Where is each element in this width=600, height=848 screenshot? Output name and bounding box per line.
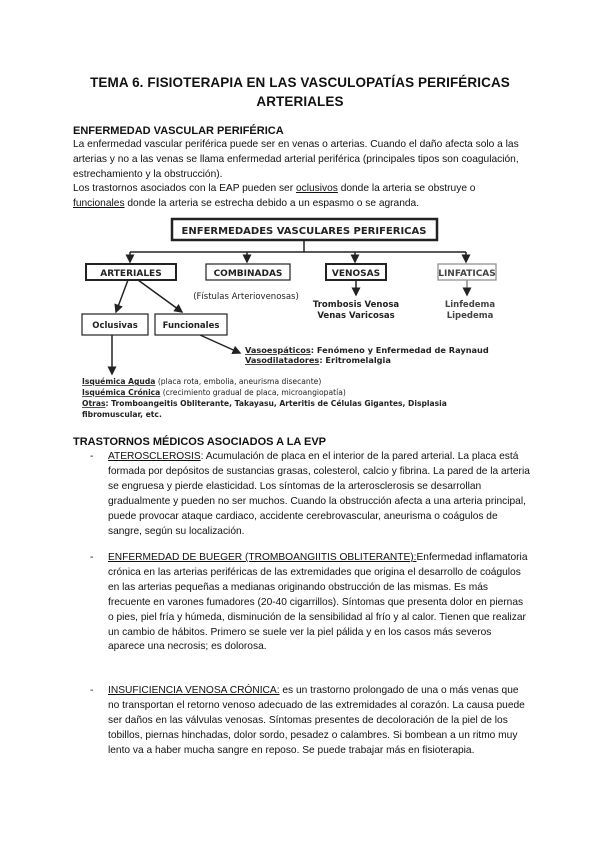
trastornos-list — [90, 551, 530, 655]
label-arteriales: ARTERIALES — [100, 269, 162, 279]
label-funcionales: Funcionales — [162, 321, 220, 331]
vasoespaticos-line — [245, 345, 489, 355]
paragraph-intro: La enfermedad vascular periférica puede ser en venas o arterias. Cuando el daño afecta solo a las arterias y no a las venas se llama enfermedad arterial periférica (principales tipos son coagulación, estrechamiento y la obstrucción). — [73, 139, 519, 180]
label-linfaticas: LINFATICAS — [438, 269, 496, 279]
list-item-insuficiencia-venosa — [90, 684, 530, 759]
otras-label: Otras — [82, 399, 106, 408]
otras-line — [82, 399, 447, 408]
isquemica-aguda-label: Isquémica Aguda — [82, 377, 156, 386]
venosas-item-2: Venas Varicosas — [317, 311, 395, 321]
linfaticas-item-1: Linfedema — [444, 300, 496, 310]
isquemica-aguda-line — [82, 377, 321, 386]
item-text: : Acumulación de placa en el interior de la pared arterial. La placa está formada por depósitos de sustancias grasas, colesterol, calcio y fibrina. La pared de la arteria se engruesa y pierde elasticidad. Los síntomas de la arterosclerosis se desarrollan gradualmente y pueden no ser muchos. Cuando la obstrucción afecta a una arteria principal, puede provocar ataque cardiaco, accidente cerebrovascular, aneurisma o coágulos de sangre, según su localización. — [108, 451, 530, 537]
label-combinadas: COMBINADAS — [213, 269, 283, 279]
section-heading-trastornos: TRASTORNOS MÉDICOS ASOCIADOS A LA EVP — [73, 436, 327, 448]
label-fistulas: (Fístulas Arteriovenosas) — [193, 292, 299, 302]
list-dash: - — [90, 685, 94, 696]
isquemica-cronica-text: (crecimiento gradual de placa, microangiopatía) — [160, 388, 346, 397]
item-label: INSUFICIENCIA VENOSA CRÓNICA: — [108, 685, 280, 696]
isquemica-cronica-line — [82, 388, 346, 397]
list-item-aterosclerosis — [90, 450, 530, 539]
isquemica-cronica-label: Isquémica Crónica — [82, 388, 161, 397]
isquemica-aguda-text: (placa rota, embolia, aneurisma disecante) — [155, 377, 322, 386]
text: donde la arteria se obstruye o — [337, 183, 476, 194]
otras-line-2: fibromuscular, etc. — [82, 410, 162, 419]
trastornos-list — [90, 450, 530, 539]
item-text: Enfermedad inflamatoria crónica en las arterias periféricas de las extremidades que origina el desarrollo de coágulos en las arterias pequeñas a medianas originando obstrucción de las mismas. Es más frecuente en varones fumadores (20-40 cigarrillos). Síntomas que presenta dolor en piernas o pies, piel fría y húmeda, disminución de la sensibilidad al frío y al calor. Tienen que realizar un cambio de hábitos. Primero se suele ver la piel pálida y en los casos más severos aparece una necrosis; es dolorosa. — [108, 552, 528, 653]
vasodilatadores-line — [245, 355, 391, 365]
paragraph-eap — [73, 182, 528, 212]
vascular-diagram — [0, 212, 600, 422]
vasoespaticos-label: Vasoespáticos — [245, 345, 311, 355]
vasodilatadores-text: : Eritromelalgia — [319, 355, 391, 365]
vasodilatadores-label: Vasodilatadores — [245, 355, 320, 365]
diagram-root-label: ENFERMEDADES VASCULARES PERIFERICAS — [181, 226, 427, 237]
item-label: ATEROSCLEROSIS — [108, 451, 201, 462]
vasoespaticos-text: : Fenómeno y Enfermedad de Raynaud — [310, 345, 489, 355]
page-title: TEMA 6. FISIOTERAPIA EN LAS VASCULOPATÍAS PERIFÉRICAS ARTERIALES — [90, 75, 510, 109]
item-label: ENFERMEDAD DE BUEGER (TROMBOANGIITIS OBLITERANTE): — [108, 552, 417, 563]
term-oclusivos: oclusivos — [295, 183, 338, 194]
otras-text: : Tromboangeitis Obliterante, Takayasu, Arteritis de Células Gigantes, Displasia — [105, 399, 447, 408]
label-venosas: VENOSAS — [331, 269, 381, 279]
linfaticas-item-2: Lipedema — [446, 311, 494, 321]
trastornos-list — [90, 684, 530, 759]
list-item-bueger — [90, 551, 530, 655]
label-oclusivas: Oclusivas — [92, 321, 138, 331]
text: donde la arteria se estrecha debido a un espasmo o se agranda. — [124, 197, 420, 209]
section-heading-evp: ENFERMEDAD VASCULAR PERIFÉRICA — [73, 125, 284, 137]
item-text: es un trastorno prolongado de una o más venas que no transportan el retorno venoso adecuado de las extremidades al corazón. La causa puede ser daños en las válvulas venosas. Síntomas presentes de decoloración de la piel de los tobillos, piernas hinchadas, dolor sordo, pesadez o calambres. Si bombean a un ritmo muy lento va a haber mucha sangre en reposo. Se puede trabajar más en fisioterapia. — [108, 685, 525, 756]
list-dash: - — [90, 451, 94, 462]
list-dash: - — [90, 552, 94, 563]
text: Los trastornos asociados con la EAP pueden ser — [73, 183, 296, 194]
venosas-item-1: Trombosis Venosa — [312, 300, 400, 310]
term-funcionales: funcionales — [73, 197, 125, 209]
